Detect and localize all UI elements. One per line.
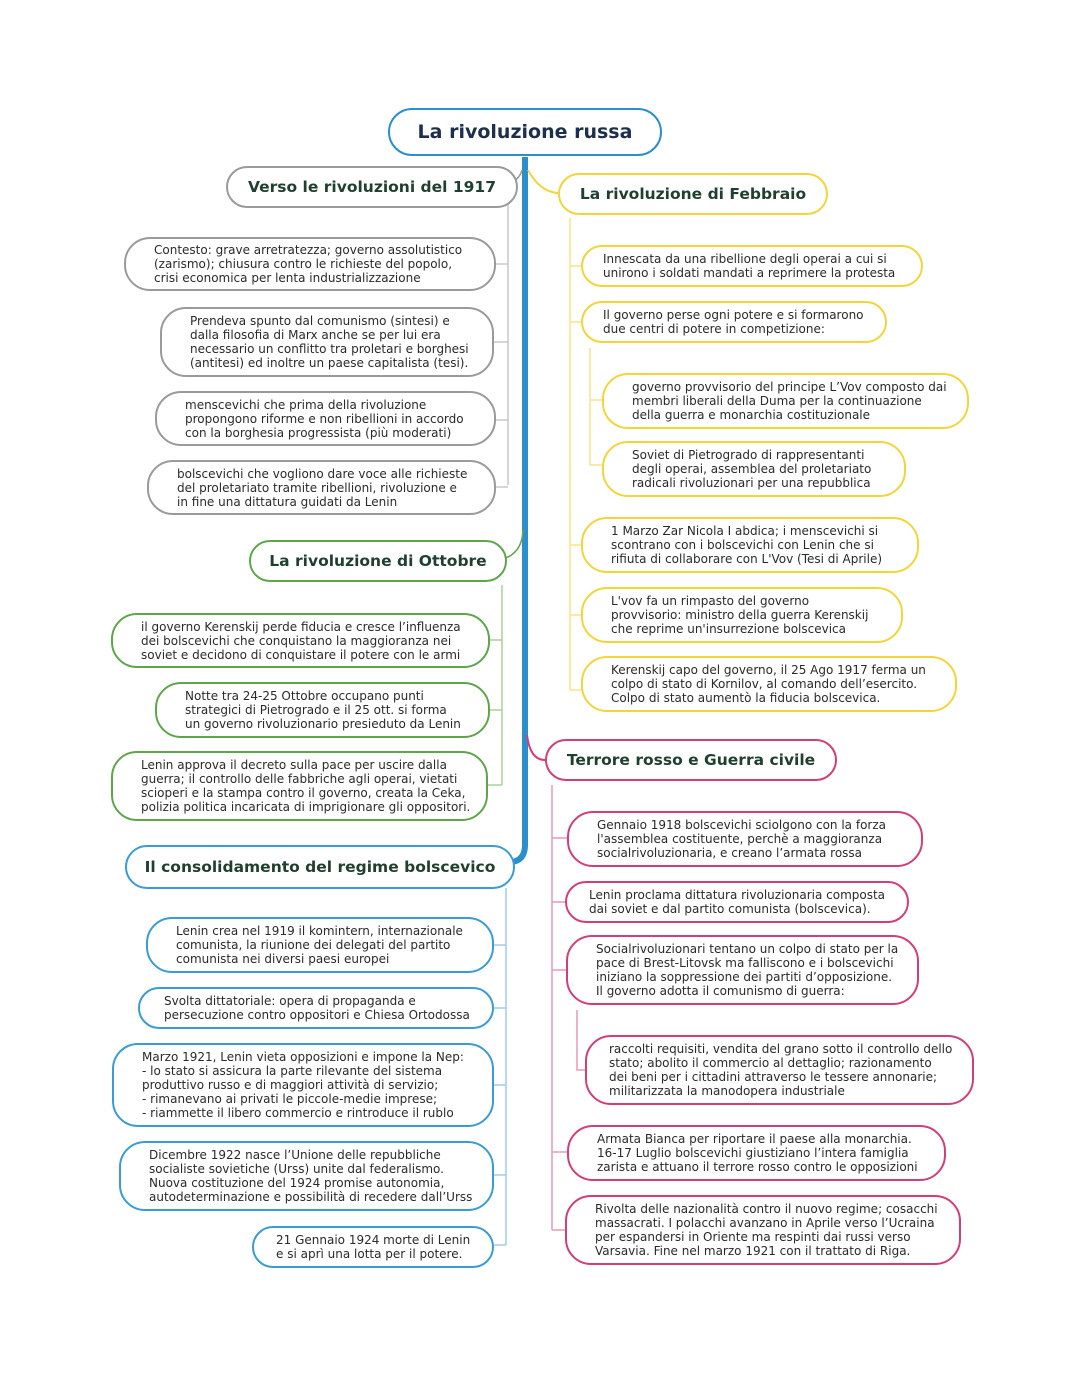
febbraio-item-5[interactable]: 1 Marzo Zar Nicola I abdica; i menscevichi si scontrano con i bolscevichi con Lenin che si rifiuta di collaborare con L'Vov (Tesi di Aprile) (581, 517, 919, 573)
febbraio-item-4[interactable]: Soviet di Pietrogrado di rappresentanti degli operai, assemblea del proletariato radicali rivoluzionari per una repubblica (602, 441, 906, 497)
branch-ottobre[interactable] (249, 540, 507, 582)
branch-terrore-title: Terrore rosso e Guerra civile (566, 751, 816, 769)
febbraio-item-1[interactable]: Innescata da una ribellione degli operai a cui si unirono i soldati mandati a reprimere la protesta (581, 245, 923, 287)
root-title[interactable] (388, 108, 662, 156)
febbraio-item-7[interactable]: Kerenskij capo del governo, il 25 Ago 1917 ferma un colpo di stato di Kornilov, al comando dell’esercito. Colpo di stato aumentò la fiducia bolscevica. (581, 656, 957, 712)
ottobre-item-1[interactable]: il governo Kerenskij perde fiducia e cresce l’influenza dei bolscevichi che conquistano la maggioranza nei soviet e decidono di conquistare il potere con le armi (111, 613, 490, 668)
terrore-item-1[interactable]: Gennaio 1918 bolscevichi sciolgono con la forza l'assemblea costituente, perchè a maggioranza socialrivoluzionaria, e creano l’armata rossa (567, 811, 923, 867)
terrore-item-5[interactable]: Armata Bianca per riportare il paese alla monarchia. 16-17 Luglio bolscevichi giustiziano l’intera famiglia zarista e attuano il terrore rosso contro le opposizioni (567, 1125, 946, 1181)
terrore-item-6[interactable]: Rivolta delle nazionalità contro il nuovo regime; cosacchi massacrati. I polacchi avanzano in Aprile verso l’Ucraina per espandersi in Oriente ma respinti dai russi verso Varsavia. Fine nel marzo 1921 con il trattato di Riga. (565, 1195, 961, 1265)
ottobre-item-3[interactable]: Lenin approva il decreto sulla pace per uscire dalla guerra; il controllo delle fabbriche agli operai, vietati scioperi e la stampa contro il governo, creata la Ceka, polizia politica incaricata di imprigionare gli oppositori. (111, 751, 488, 821)
consolidamento-item-2[interactable]: Svolta dittatoriale: opera di propaganda e persecuzione contro oppositori e Chiesa Ortodossa (138, 987, 494, 1029)
connector-terrore (527, 735, 545, 760)
ottobre-item-2[interactable]: Notte tra 24-25 Ottobre occupano punti strategici di Pietrogrado e il 25 ott. si forma un governo rivoluzionario presieduto da Lenin (155, 682, 490, 738)
branch-verso-title: Verso le rivoluzioni del 1917 (247, 178, 497, 196)
verso-item-2[interactable]: Prendeva spunto dal comunismo (sintesi) e dalla filosofia di Marx anche se per lui era necessario un conflitto tra proletari e borghesi (antitesi) ed inoltre un paese capitalista (tesi). (160, 307, 494, 377)
branch-consolidamento-title: Il consolidamento del regime bolscevico (144, 858, 496, 876)
branch-febbraio-title: La rivoluzione di Febbraio (579, 185, 807, 203)
branch-ottobre-title: La rivoluzione di Ottobre (269, 552, 487, 570)
consolidamento-item-1[interactable]: Lenin crea nel 1919 il komintern, internazionale comunista, la riunione dei delegati del partito comunista nei diversi paesi europei (146, 917, 494, 973)
verso-item-3[interactable]: menscevichi che prima della rivoluzione propongono riforme e non ribellioni in accordo con la borghesia progressista (più moderati) (155, 391, 496, 446)
connector-febbraio (528, 170, 558, 193)
consolidamento-item-5[interactable]: 21 Gennaio 1924 morte di Lenin e si aprì una lotta per il potere. (252, 1226, 494, 1268)
branch-terrore[interactable] (545, 739, 837, 781)
branch-verso[interactable] (226, 166, 518, 208)
verso-item-1[interactable]: Contesto: grave arretratezza; governo assolutistico (zarismo); chiusura contro le richieste del popolo, crisi economica per lenta industrializzazione (124, 237, 496, 291)
verso-item-4[interactable]: bolscevichi che vogliono dare voce alle richieste del proletariato tramite ribellioni, rivoluzione e in fine una dittatura guidati da Lenin (147, 460, 496, 515)
terrore-item-3[interactable]: Socialrivoluzionari tentano un colpo di stato per la pace di Brest-Litovsk ma falliscono e i bolscevichi iniziano la soppressione dei partiti d’opposizione. Il governo adotta il comunismo di guerra: (566, 935, 919, 1005)
terrore-item-2[interactable]: Lenin proclama dittatura rivoluzionaria composta dai soviet e dal partito comunista (bolscevica). (565, 881, 909, 923)
terrore-item-4[interactable]: raccolti requisiti, vendita del grano sotto il controllo dello stato; abolito il commercio al dettaglio; razionamento dei beni per i cittadini attraverso le tessere annonarie; militarizzata la manodopera industriale (585, 1035, 974, 1105)
branch-consolidamento[interactable] (125, 845, 515, 889)
root-title-text: La rivoluzione russa (417, 121, 633, 143)
branch-febbraio[interactable] (558, 173, 828, 215)
febbraio-item-6[interactable]: L'vov fa un rimpasto del governo provvisorio: ministro della guerra Kerenskij che reprime un'insurrezione bolscevica (581, 587, 903, 643)
trunk-line (512, 157, 525, 862)
consolidamento-item-3[interactable]: Marzo 1921, Lenin vieta opposizioni e impone la Nep: - lo stato si assicura la parte rilevante del sistema produttivo russo e di maggiori attività di servizio; - rimanevano ai privati le piccole-medie imprese; - riammette il libero commercio e rintroduce il rublo (112, 1043, 494, 1127)
febbraio-item-2[interactable]: Il governo perse ogni potere e si formarono due centri di potere in competizione: (581, 301, 887, 343)
febbraio-item-3[interactable]: governo provvisorio del principe L’Vov composto dai membri liberali della Duma per la continuazione della guerra e monarchia costituzionale (602, 373, 969, 429)
consolidamento-item-4[interactable]: Dicembre 1922 nasce l’Unione delle repubbliche socialiste sovietiche (Urss) unite dal federalismo. Nuova costituzione del 1924 promise autonomia, autodeterminazione e possibilità di recedere dall’Urss (119, 1141, 494, 1211)
